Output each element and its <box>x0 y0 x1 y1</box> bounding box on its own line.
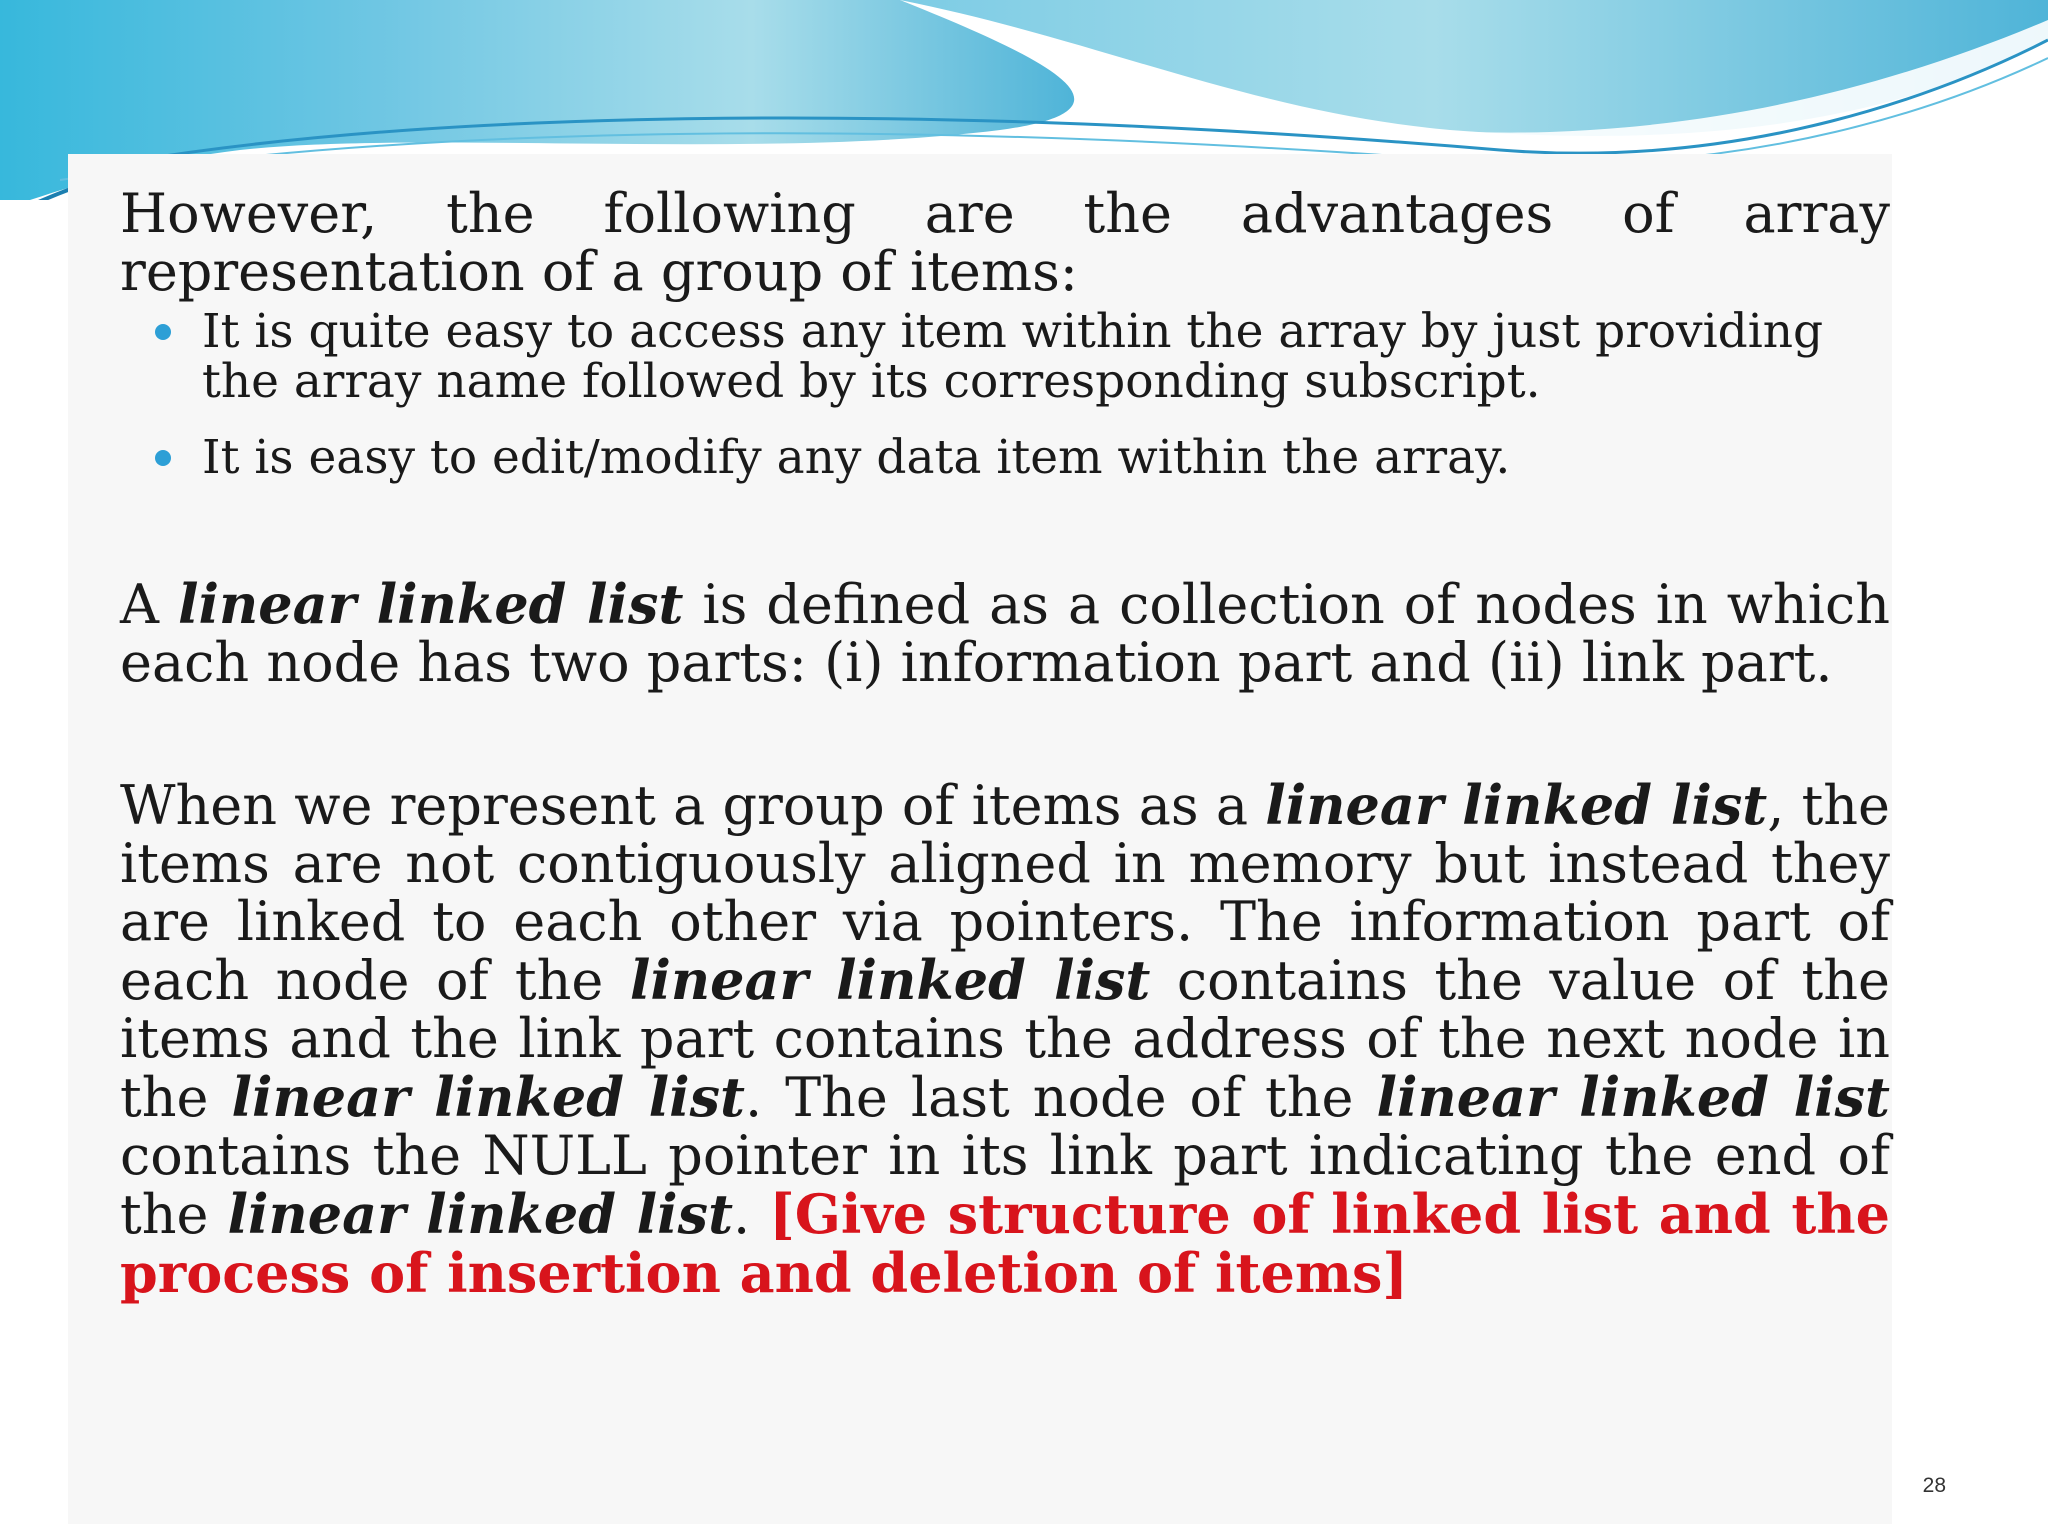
term-linear-linked-list: linear linked list <box>231 1065 745 1129</box>
list-item <box>202 304 1890 409</box>
text-run: is defined as a collection of nodes in which each node has two parts: (i) information part and (ii) link part. <box>120 573 1891 694</box>
term-linear-linked-list: linear linked list <box>227 1182 734 1246</box>
advantages-intro: However, the following are the advantages of array representation of a group of items: <box>120 182 1890 303</box>
text-run: , the items are not contiguously aligned in memory but instead they are linked to each other via pointers. The information part of each node of the <box>120 774 1891 1012</box>
advantages-list <box>120 304 1890 485</box>
instructor-note: [Give structure of linked list and the process of insertion and deletion of items] <box>120 1182 1890 1305</box>
text-run: . <box>733 1183 770 1246</box>
linked-list-representation <box>120 773 1891 1305</box>
term-linear-linked-list: linear linked list <box>177 572 684 636</box>
text-run: . The last node of the <box>744 1066 1377 1129</box>
text-run: A <box>120 573 178 636</box>
slide-content <box>120 182 1891 1305</box>
term-linear-linked-list: linear linked list <box>1265 773 1768 837</box>
linked-list-definition <box>120 572 1891 694</box>
bullet-dot-icon <box>155 324 171 340</box>
term-linear-linked-list: linear linked list <box>629 948 1151 1012</box>
text-run: When we represent a group of items as a <box>120 774 1266 837</box>
bullet-text: It is quite easy to access any item within the array by just providing the array name followed by its corresponding subscript. <box>202 304 1824 409</box>
list-item <box>202 430 1890 485</box>
bullet-text: It is easy to edit/modify any data item within the array. <box>202 430 1511 485</box>
text-run: contains the value of the items and the link part contains the address of the next node in the <box>120 949 1890 1129</box>
page-number: 28 <box>1922 1474 1946 1497</box>
term-linear-linked-list: linear linked list <box>1376 1065 1890 1129</box>
text-run: contains the NULL pointer in its link part indicating the end of the <box>120 1124 1890 1246</box>
bullet-dot-icon <box>155 450 171 466</box>
